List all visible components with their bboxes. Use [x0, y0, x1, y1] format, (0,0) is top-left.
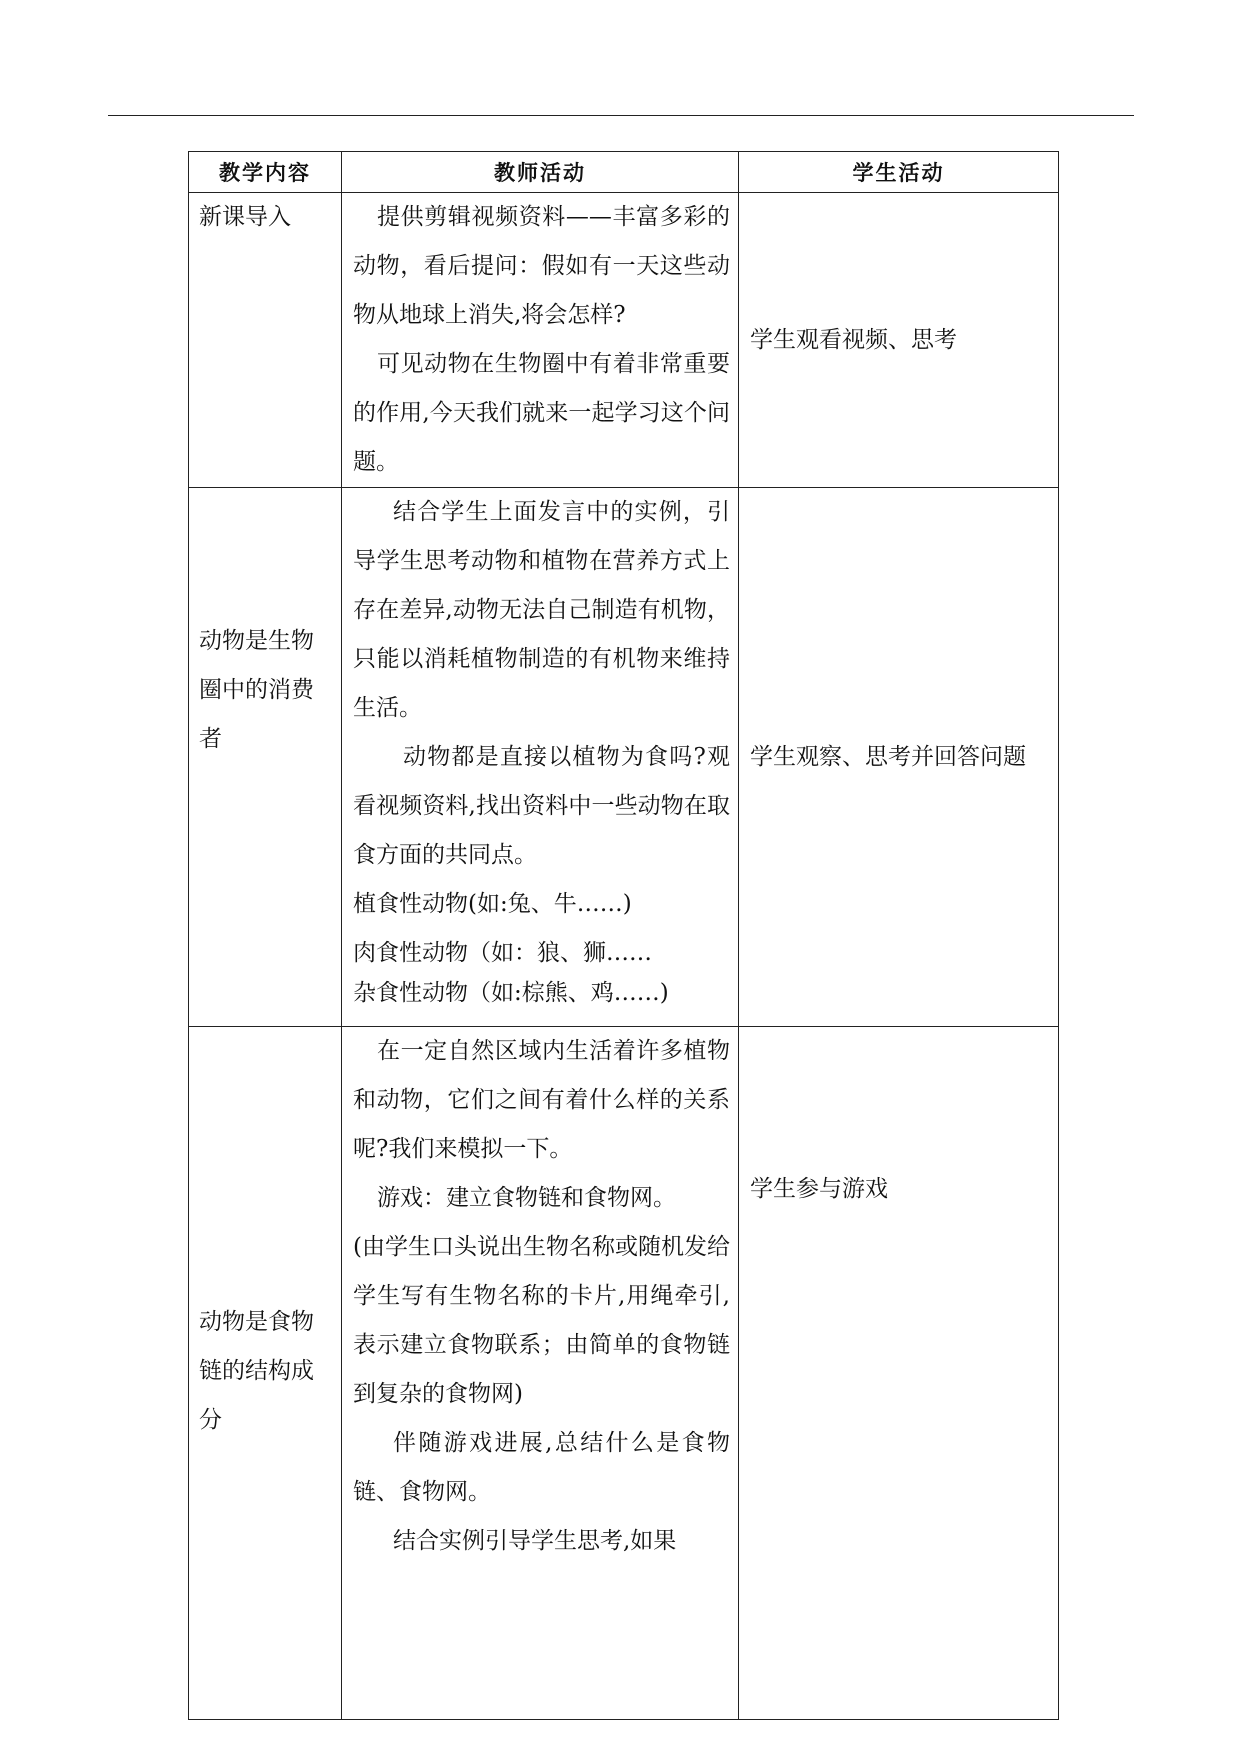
header-teaching-content: 教学内容	[189, 152, 342, 193]
teacher-paragraph: 游戏：建立食物链和食物网。	[377, 1185, 676, 1211]
student-activity-cell	[739, 1027, 1059, 1720]
table-row	[189, 193, 1059, 488]
student-activity-text: 学生参与游戏	[750, 1176, 888, 1202]
header-teacher-activity: 教师活动	[342, 152, 739, 193]
teacher-paragraph: 结合实例引导学生思考,如果	[393, 1528, 677, 1554]
teacher-paragraph: 可见动物在生物圈中有着非常重要的作用,今天我们就来一起学习这个问题。	[353, 351, 730, 475]
header-rule	[108, 115, 1134, 116]
topic-cell	[189, 1027, 342, 1720]
topic-text: 动物是食物链的结构成分	[199, 1308, 314, 1433]
teacher-paragraph: 杂食性动物（如:棕熊、鸡……)	[353, 980, 669, 1006]
lesson-plan-table	[188, 151, 1059, 1720]
teacher-paragraph: 植食性动物(如:兔、牛……)	[353, 891, 632, 917]
table-header-row	[189, 152, 1059, 193]
teacher-paragraph: (由学生口头说出生物名称或随机发给学生写有生物名称的卡片,用绳牵引,表示建立食物联系；由简单的食物链到复杂的食物网)	[353, 1234, 730, 1407]
teacher-paragraph: 肉食性动物（如：狼、狮……	[353, 940, 652, 966]
table-row	[189, 488, 1059, 1027]
teacher-paragraph: 结合学生上面发言中的实例，引导学生思考动物和植物在营养方式上存在差异,动物无法自己制造有机物，只能以消耗植物制造的有机物来维持生活。	[353, 499, 730, 721]
topic-cell: 新课导入	[189, 193, 342, 488]
student-activity-cell	[739, 193, 1059, 488]
student-activity-cell	[739, 488, 1059, 1027]
teacher-activity-cell	[342, 488, 739, 1027]
teacher-activity-cell	[342, 193, 739, 488]
teacher-activity-cell	[342, 1027, 739, 1720]
teacher-paragraph: 动物都是直接以植物为食吗?观看视频资料,找出资料中一些动物在取食方面的共同点。	[353, 744, 730, 868]
student-activity-text: 学生观看视频、思考	[750, 326, 957, 353]
teacher-paragraph: 在一定自然区域内生活着许多植物和动物，它们之间有着什么样的关系呢?我们来模拟一下。	[353, 1038, 730, 1162]
table-row	[189, 1027, 1059, 1720]
teacher-paragraph: 伴随游戏进展,总结什么是食物链、食物网。	[353, 1430, 730, 1505]
teacher-paragraph: 提供剪辑视频资料——丰富多彩的动物，看后提问：假如有一天这些动物从地球上消失,将会怎样?	[353, 204, 730, 328]
topic-text: 动物是生物圈中的消费者	[199, 627, 314, 752]
topic-cell	[189, 488, 342, 1027]
student-activity-text: 学生观察、思考并回答问题	[750, 743, 1026, 770]
header-student-activity: 学生活动	[739, 152, 1059, 193]
